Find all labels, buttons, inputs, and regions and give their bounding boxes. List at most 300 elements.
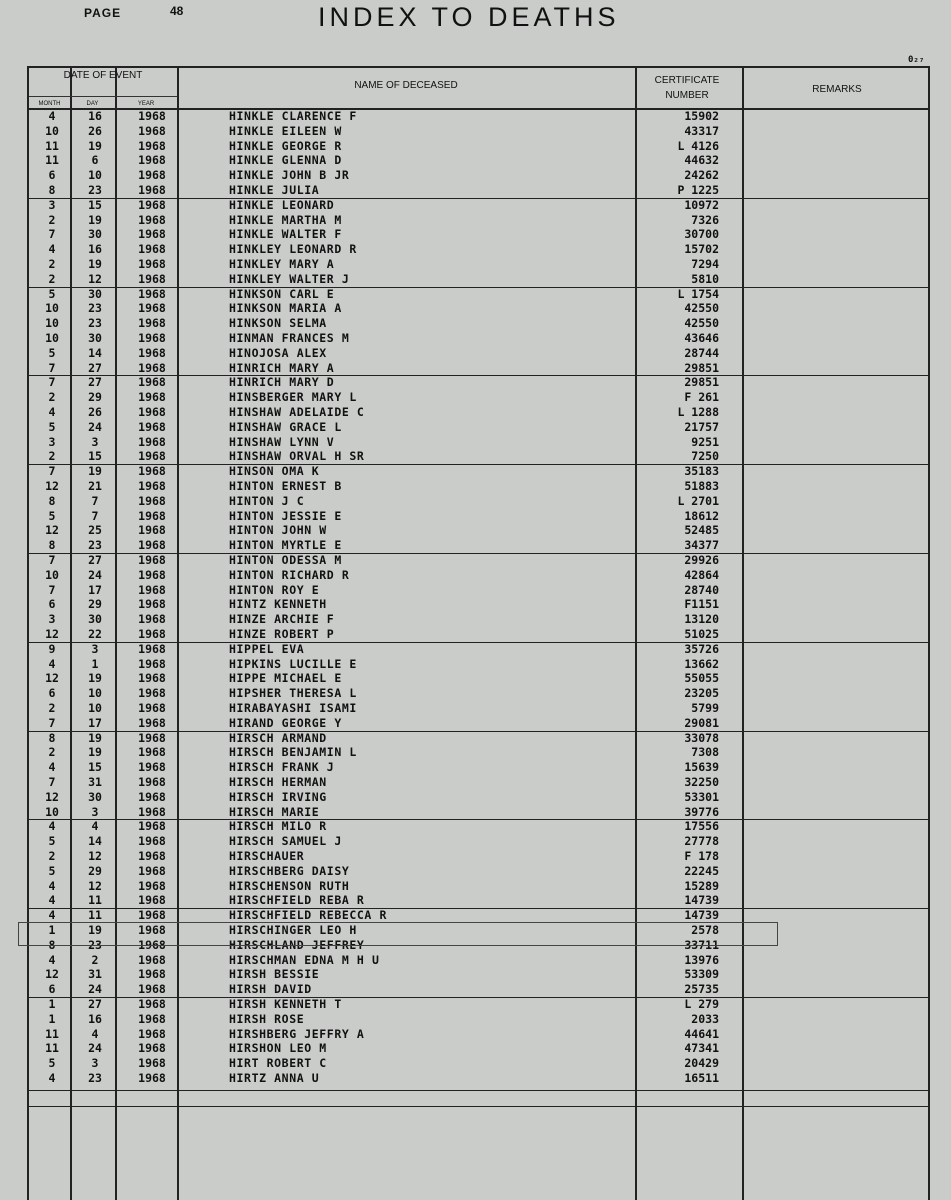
year-cell: 1968 [138, 701, 166, 715]
month-cell: 1 [48, 923, 56, 937]
month-cell: 7 [48, 360, 56, 375]
year-cell: 1968 [138, 123, 166, 138]
year-cell: 1968 [138, 153, 166, 168]
year-cell: 1968 [138, 745, 166, 760]
day-cell: 19 [88, 923, 102, 937]
table-row [29, 671, 749, 686]
certificate-cell: 2033 [691, 1011, 719, 1026]
certificate-cell: 39776 [684, 804, 719, 819]
certificate-cell: 15902 [684, 109, 719, 123]
year-cell: 1968 [138, 479, 166, 493]
day-cell: 10 [88, 701, 102, 715]
month-cell: 8 [48, 183, 56, 197]
month-cell: 7 [48, 227, 56, 242]
table-row [29, 612, 749, 627]
table-row [29, 686, 749, 701]
name-cell: HIRSCHBERG DAISY [229, 863, 350, 878]
day-cell: 27 [88, 997, 102, 1011]
table-row [29, 1027, 749, 1042]
name-cell: HIRSCH ARMAND [229, 730, 327, 745]
certificate-cell: 47341 [684, 1041, 719, 1056]
month-cell: 4 [48, 819, 56, 834]
month-cell: 6 [48, 686, 56, 701]
month-cell: 2 [48, 271, 56, 286]
day-cell: 23 [88, 937, 102, 952]
name-cell: HINKLEY MARY A [229, 257, 335, 271]
certificate-cell: 2578 [691, 923, 719, 937]
month-cell: 7 [48, 464, 56, 479]
year-cell: 1968 [138, 390, 166, 405]
certificate-cell: 51883 [684, 479, 719, 493]
table-row [29, 627, 749, 642]
table-row [29, 523, 749, 538]
month-cell: 11 [45, 138, 59, 153]
name-cell: HINTON ERNEST B [229, 479, 342, 493]
month-cell: 12 [45, 967, 59, 982]
month-cell: 2 [48, 849, 56, 863]
month-cell: 12 [45, 789, 59, 804]
year-cell: 1968 [138, 863, 166, 878]
month-cell: 10 [45, 316, 59, 331]
day-cell: 3 [91, 434, 99, 449]
day-cell: 25 [88, 523, 102, 538]
table-row [29, 227, 749, 242]
certificate-cell: 13662 [684, 656, 719, 671]
month-cell: 5 [48, 834, 56, 849]
table-row [29, 1071, 749, 1086]
table-row [29, 775, 749, 790]
page-number: 48 [170, 4, 184, 18]
certificate-cell: L 4126 [677, 138, 719, 153]
table-row [29, 257, 749, 272]
table-row [29, 997, 749, 1012]
name-cell: HIRAND GEORGE Y [229, 715, 342, 730]
certificate-cell: 29081 [684, 715, 719, 730]
month-cell: 7 [48, 553, 56, 567]
day-cell: 23 [88, 316, 102, 331]
certificate-cell: L 1754 [677, 286, 719, 301]
year-cell: 1968 [138, 301, 166, 316]
month-cell: 4 [48, 952, 56, 967]
certificate-cell: 13976 [684, 952, 719, 967]
day-cell: 17 [88, 715, 102, 730]
date-of-event-header: DATE OF EVENT [63, 70, 143, 81]
day-cell: 30 [88, 612, 102, 627]
name-cell: HINKLE GEORGE R [229, 138, 342, 153]
table-row [29, 701, 749, 716]
name-cell: HIRSCHFIELD REBECCA R [229, 908, 387, 923]
table-row [29, 864, 749, 879]
month-cell: 4 [48, 760, 56, 775]
year-cell: 1968 [138, 286, 166, 301]
name-cell: HINKLE CLARENCE F [229, 109, 357, 123]
certificate-cell: 33078 [684, 730, 719, 745]
month-cell: 12 [45, 627, 59, 641]
year-cell: 1968 [138, 242, 166, 257]
year-cell: 1968 [138, 893, 166, 908]
day-cell: 15 [88, 760, 102, 775]
day-cell: 27 [88, 360, 102, 375]
table-row [29, 420, 749, 435]
certificate-cell: 22245 [684, 863, 719, 878]
month-cell: 10 [45, 567, 59, 582]
month-cell: 4 [48, 1071, 56, 1085]
name-cell: HINKLEY WALTER J [229, 271, 350, 286]
month-cell: 5 [48, 419, 56, 434]
certificate-cell: 20429 [684, 1056, 719, 1071]
name-cell: HINKLE EILEEN W [229, 123, 342, 138]
day-cell: 7 [91, 508, 99, 523]
month-cell: 8 [48, 493, 56, 508]
page-title: INDEX TO DEATHS [318, 2, 620, 32]
table-row [29, 982, 749, 997]
table-row [29, 390, 749, 405]
year-cell: 1968 [138, 952, 166, 967]
name-cell: HINKSON SELMA [229, 316, 327, 331]
table-row [29, 583, 749, 598]
year-cell: 1968 [138, 197, 166, 212]
year-cell: 1968 [138, 523, 166, 538]
name-cell: HINTON ROY E [229, 582, 320, 597]
day-cell: 4 [91, 1026, 99, 1041]
year-cell: 1968 [138, 538, 166, 553]
month-cell: 1 [48, 1011, 56, 1026]
certificate-cell: 29851 [684, 375, 719, 390]
day-cell: 19 [88, 730, 102, 745]
certificate-cell: 42864 [684, 567, 719, 582]
day-cell: 19 [88, 257, 102, 271]
certificate-cell: 9251 [691, 434, 719, 449]
month-cell: 2 [48, 701, 56, 715]
table-row [29, 819, 749, 834]
year-cell: 1968 [138, 967, 166, 982]
day-cell: 16 [88, 1011, 102, 1026]
name-cell: HINKLE GLENNA D [229, 153, 342, 168]
name-cell: HIRSCHINGER LEO H [229, 923, 357, 937]
year-cell: 1968 [138, 656, 166, 671]
certificate-cell: 43646 [684, 331, 719, 345]
table-row [29, 464, 749, 479]
certificate-cell: 27778 [684, 834, 719, 849]
year-cell: 1968 [138, 715, 166, 730]
day-cell: 30 [88, 789, 102, 804]
month-cell: 5 [48, 1056, 56, 1071]
year-cell: 1968 [138, 257, 166, 271]
month-cell: 7 [48, 375, 56, 390]
day-cell: 11 [88, 908, 102, 923]
day-cell: 3 [91, 1056, 99, 1071]
name-cell: HINKLE LEONARD [229, 197, 335, 212]
year-cell: 1968 [138, 982, 166, 997]
day-cell: 24 [88, 982, 102, 997]
day-cell: 19 [88, 671, 102, 686]
table-row [29, 346, 749, 361]
day-cell: 4 [91, 819, 99, 834]
name-cell: HIPPEL EVA [229, 641, 305, 656]
name-cell: HINKSON CARL E [229, 286, 335, 301]
month-cell: 1 [48, 997, 56, 1011]
year-cell: 1968 [138, 271, 166, 286]
certificate-cell: 24262 [684, 168, 719, 183]
day-cell: 19 [88, 138, 102, 153]
table-row [29, 198, 749, 213]
name-cell: HIRSH DAVID [229, 982, 312, 997]
table-row [29, 805, 749, 820]
name-cell: HIRSCHLAND JEFFREY [229, 937, 365, 952]
table-row [29, 435, 749, 450]
table-row [29, 375, 749, 390]
day-cell: 16 [88, 242, 102, 257]
day-cell: 31 [88, 967, 102, 982]
year-cell: 1968 [138, 227, 166, 242]
day-cell: 11 [88, 893, 102, 908]
year-cell: 1968 [138, 760, 166, 775]
table-row [29, 405, 749, 420]
name-cell: HINOJOSA ALEX [229, 345, 327, 360]
month-cell: 2 [48, 212, 56, 227]
month-cell: 10 [45, 301, 59, 316]
year-header: YEAR [137, 101, 155, 107]
name-cell: HINSHAW GRACE L [229, 419, 342, 434]
month-cell: 2 [48, 257, 56, 271]
table-row [29, 272, 749, 287]
name-header: NAME OF DECEASED [354, 80, 458, 91]
year-cell: 1968 [138, 597, 166, 612]
day-cell: 1 [91, 656, 99, 671]
certificate-cell: F1151 [684, 597, 719, 612]
month-cell: 7 [48, 775, 56, 789]
day-cell: 6 [91, 153, 99, 168]
table-row [29, 893, 749, 908]
name-cell: HINKSON MARIA A [229, 301, 342, 316]
selected-row-highlight [18, 922, 778, 946]
year-cell: 1968 [138, 1071, 166, 1085]
year-cell: 1968 [138, 612, 166, 627]
name-cell: HINTON ODESSA M [229, 553, 342, 567]
certificate-cell: 55055 [684, 671, 719, 686]
name-cell: HINSBERGER MARY L [229, 390, 357, 405]
month-cell: 12 [45, 523, 59, 538]
name-cell: HIRSCHENSON RUTH [229, 878, 350, 893]
month-cell: 4 [48, 908, 56, 923]
year-cell: 1968 [138, 997, 166, 1011]
certificate-cell: 29926 [684, 553, 719, 567]
certificate-cell: 42550 [684, 301, 719, 316]
table-row [29, 213, 749, 228]
certificate-cell: 44632 [684, 153, 719, 168]
table-row [29, 879, 749, 894]
month-cell: 7 [48, 715, 56, 730]
name-cell: HIRT ROBERT C [229, 1056, 327, 1071]
name-cell: HIRSCH IRVING [229, 789, 327, 804]
year-cell: 1968 [138, 183, 166, 197]
table-row [29, 183, 749, 198]
name-cell: HIRSCH FRANK J [229, 760, 335, 775]
day-cell: 26 [88, 123, 102, 138]
day-cell: 23 [88, 1071, 102, 1085]
day-cell: 12 [88, 271, 102, 286]
day-cell: 12 [88, 849, 102, 863]
remarks-header: REMARKS [812, 84, 862, 95]
certificate-cell: 13120 [684, 612, 719, 627]
table-row [29, 479, 749, 494]
certificate-cell: 16511 [684, 1071, 719, 1085]
year-cell: 1968 [138, 508, 166, 523]
name-cell: HIPKINS LUCILLE E [229, 656, 357, 671]
day-cell: 27 [88, 375, 102, 390]
month-cell: 6 [48, 168, 56, 183]
year-cell: 1968 [138, 360, 166, 375]
name-cell: HIRABAYASHI ISAMI [229, 701, 357, 715]
month-cell: 12 [45, 671, 59, 686]
table-row [29, 494, 749, 509]
day-cell: 24 [88, 1041, 102, 1056]
certificate-cell: 7250 [691, 449, 719, 464]
month-cell: 5 [48, 863, 56, 878]
certificate-cell: 10972 [684, 197, 719, 212]
table-row [29, 642, 749, 657]
table-row [29, 745, 749, 760]
name-cell: HINSON OMA K [229, 464, 320, 479]
certificate-cell: 34377 [684, 538, 719, 553]
name-cell: HINKLE WALTER F [229, 227, 342, 242]
day-cell: 21 [88, 479, 102, 493]
name-cell: HIRSHBERG JEFFRY A [229, 1026, 365, 1041]
year-cell: 1968 [138, 671, 166, 686]
month-cell: 10 [45, 804, 59, 819]
certificate-cell: 33711 [684, 937, 719, 952]
day-cell: 10 [88, 168, 102, 183]
month-cell: 2 [48, 449, 56, 464]
year-cell: 1968 [138, 1011, 166, 1026]
certificate-cell: L 1288 [677, 405, 719, 419]
certificate-cell: 52485 [684, 523, 719, 538]
certificate-cell: 25735 [684, 982, 719, 997]
table-row [29, 849, 749, 864]
certificate-cell: 14739 [684, 908, 719, 923]
name-cell: HINTON MYRTLE E [229, 538, 342, 553]
certificate-cell: 18612 [684, 508, 719, 523]
name-cell: HIRSHON LEO M [229, 1041, 327, 1056]
name-cell: HINTON JOHN W [229, 523, 327, 538]
name-cell: HIRSCHFIELD REBA R [229, 893, 365, 908]
certificate-header: CERTIFICATE NUMBER [654, 75, 720, 101]
month-cell: 11 [45, 153, 59, 168]
year-cell: 1968 [138, 582, 166, 597]
certificate-cell: P 1225 [677, 183, 719, 197]
certificate-cell: 7308 [691, 745, 719, 760]
month-cell: 4 [48, 405, 56, 419]
month-cell: 5 [48, 286, 56, 301]
certificate-cell: F 261 [684, 390, 719, 405]
certificate-cell: 28740 [684, 582, 719, 597]
day-cell: 3 [91, 641, 99, 656]
name-cell: HIRSCH MARIE [229, 804, 320, 819]
corner-mark: 0₂₇ [908, 55, 925, 65]
table-row [29, 553, 749, 568]
year-cell: 1968 [138, 464, 166, 479]
table-row [29, 1012, 749, 1027]
table-row [29, 449, 749, 464]
certificate-cell: 32250 [684, 775, 719, 789]
month-cell: 3 [48, 434, 56, 449]
year-cell: 1968 [138, 316, 166, 331]
certificate-cell: 35726 [684, 641, 719, 656]
name-cell: HINTON J C [229, 493, 305, 508]
certificate-cell: 30700 [684, 227, 719, 242]
certificate-cell: 23205 [684, 686, 719, 701]
certificate-cell: 7326 [691, 212, 719, 227]
table-row [29, 153, 749, 168]
month-cell: 4 [48, 109, 56, 123]
month-cell: 8 [48, 538, 56, 553]
month-cell: 11 [45, 1041, 59, 1056]
month-cell: 3 [48, 197, 56, 212]
year-cell: 1968 [138, 834, 166, 849]
day-cell: 23 [88, 538, 102, 553]
day-cell: 30 [88, 286, 102, 301]
table-row [29, 760, 749, 775]
name-cell: HIRSCH BENJAMIN L [229, 745, 357, 760]
day-cell: 19 [88, 212, 102, 227]
month-cell: 6 [48, 982, 56, 997]
table-row [29, 908, 749, 923]
index-table [27, 66, 930, 1200]
day-cell: 3 [91, 804, 99, 819]
name-cell: HIRSH ROSE [229, 1011, 305, 1026]
year-cell: 1968 [138, 1056, 166, 1071]
year-cell: 1968 [138, 405, 166, 419]
table-row [29, 109, 749, 124]
table-row [29, 124, 749, 139]
year-cell: 1968 [138, 1041, 166, 1056]
name-cell: HINSHAW ADELAIDE C [229, 405, 365, 419]
month-cell: 11 [45, 1026, 59, 1041]
name-cell: HINSHAW ORVAL H SR [229, 449, 365, 464]
year-cell: 1968 [138, 331, 166, 345]
day-cell: 14 [88, 345, 102, 360]
table-row [29, 731, 749, 746]
certificate-cell: 51025 [684, 627, 719, 641]
day-cell: 30 [88, 227, 102, 242]
table-row [29, 168, 749, 183]
year-cell: 1968 [138, 878, 166, 893]
certificate-cell: L 2701 [677, 493, 719, 508]
year-cell: 1968 [138, 937, 166, 952]
year-cell: 1968 [138, 775, 166, 789]
table-row [29, 242, 749, 257]
month-cell: 5 [48, 345, 56, 360]
table-row [29, 509, 749, 524]
month-cell: 8 [48, 937, 56, 952]
day-cell: 24 [88, 567, 102, 582]
day-cell: 10 [88, 686, 102, 701]
year-cell: 1968 [138, 375, 166, 390]
certificate-cell: 42550 [684, 316, 719, 331]
day-cell: 7 [91, 493, 99, 508]
table-row [29, 1041, 749, 1056]
year-cell: 1968 [138, 449, 166, 464]
year-cell: 1968 [138, 553, 166, 567]
month-cell: 5 [48, 508, 56, 523]
name-cell: HINSHAW LYNN V [229, 434, 335, 449]
day-cell: 31 [88, 775, 102, 789]
name-cell: HINRICH MARY A [229, 360, 335, 375]
name-cell: HIRSCHAUER [229, 849, 305, 863]
month-cell: 4 [48, 656, 56, 671]
day-cell: 23 [88, 183, 102, 197]
month-cell: 9 [48, 641, 56, 656]
